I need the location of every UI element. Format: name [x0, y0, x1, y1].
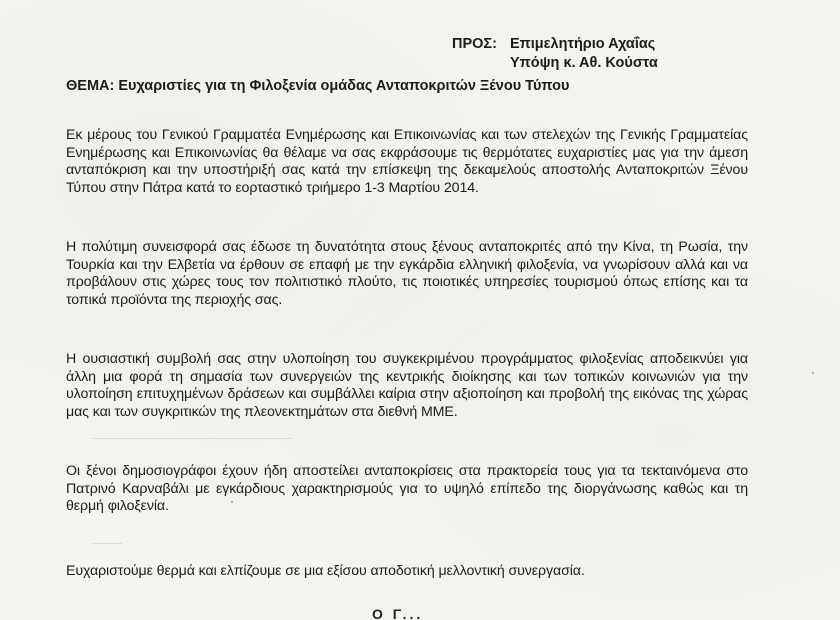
recipient-attention: Υπόψη κ. Αθ. Κούστα: [510, 55, 658, 71]
scan-speck: [470, 152, 472, 154]
recipient-block: [452, 35, 658, 73]
bleed-through-rule: [92, 543, 122, 544]
paragraph-3: Η ουσιαστική συμβολή σας στην υλοποίηση του συγκεκριμένου προγράμματος φιλοξενίας αποδεικνύει για άλλη μια φορά τη σημασία των συνεργειών της κεντρικής διοίκησης και των τοπικών κοινωνιών για την υλοποίηση επιτυχημένων δράσεων και συμβάλλει καίρια στην αξιοποίηση και προβολή της εικόνας της χώρας μας και των συγκριτικών της πλεονεκτημάτων στα διεθνή ΜΜΕ.: [66, 351, 748, 420]
recipient-label: ΠΡΟΣ:: [452, 36, 497, 52]
cut-off-signature-line: Ο Γ...: [372, 606, 424, 620]
scan-speck: [231, 501, 233, 503]
paragraph-4: Οι ξένοι δημοσιογράφοι έχουν ήδη αποστείλει ανταποκρίσεις στα πρακτορεία τους για τα τεκταινόμενα στο Πατρινό Καρναβάλι με εγκάρδιους χαρακτηρισμούς για το υψηλό επίπεδο της διοργάνωσης καθώς και τη θερμή φιλοξενία.: [66, 463, 748, 515]
scan-speck: [812, 372, 814, 374]
paragraph-5-closing: Ευχαριστούμε θερμά και ελπίζουμε σε μια εξίσου αποδοτική μελλοντική συνεργασία.: [66, 563, 585, 579]
paragraph-2: Η πολύτιμη συνεισφορά σας έδωσε τη δυνατότητα στους ξένους ανταποκριτές από την Κίνα, τη Ρωσία, την Τουρκία και την Ελβετία να έρθουν σε επαφή με την εγκάρδια ελληνική φιλοξενία, να γνωρίσουν αλλά και να προβάλουν στις χώρες τους τον πολιτιστικό πλούτο, τις ποιοτικές υπηρεσίες τουρισμού όπως επίσης και τα τοπικά προϊόντα της περιοχής σας.: [66, 239, 748, 308]
paragraph-1: Εκ μέρους του Γενικού Γραμματέα Ενημέρωσης και Επικοινωνίας και των στελεχών της Γενικής Γραμματείας Ενημέρωσης και Επικοινωνίας θα θέλαμε να σας εκφράσουμε τις θερμότατες ευχαριστίες μας για την άμεση ανταπόκριση και την υποστήριξή σας κατά την επίσκεψη της δεκαμελούς αποστολής Ανταποκριτών Ξένου Τύπου στην Πάτρα κατά το εορταστικό τριήμερο 1-3 Μαρτίου 2014.: [66, 127, 748, 196]
bleed-through-rule: [92, 438, 292, 439]
recipient-organization: Επιμελητήριο Αχαΐας: [510, 36, 656, 52]
letter-subject: ΘΕΜΑ: Ευχαριστίες για τη Φιλοξενία ομάδας Ανταποκριτών Ξένου Τύπου: [66, 78, 570, 94]
